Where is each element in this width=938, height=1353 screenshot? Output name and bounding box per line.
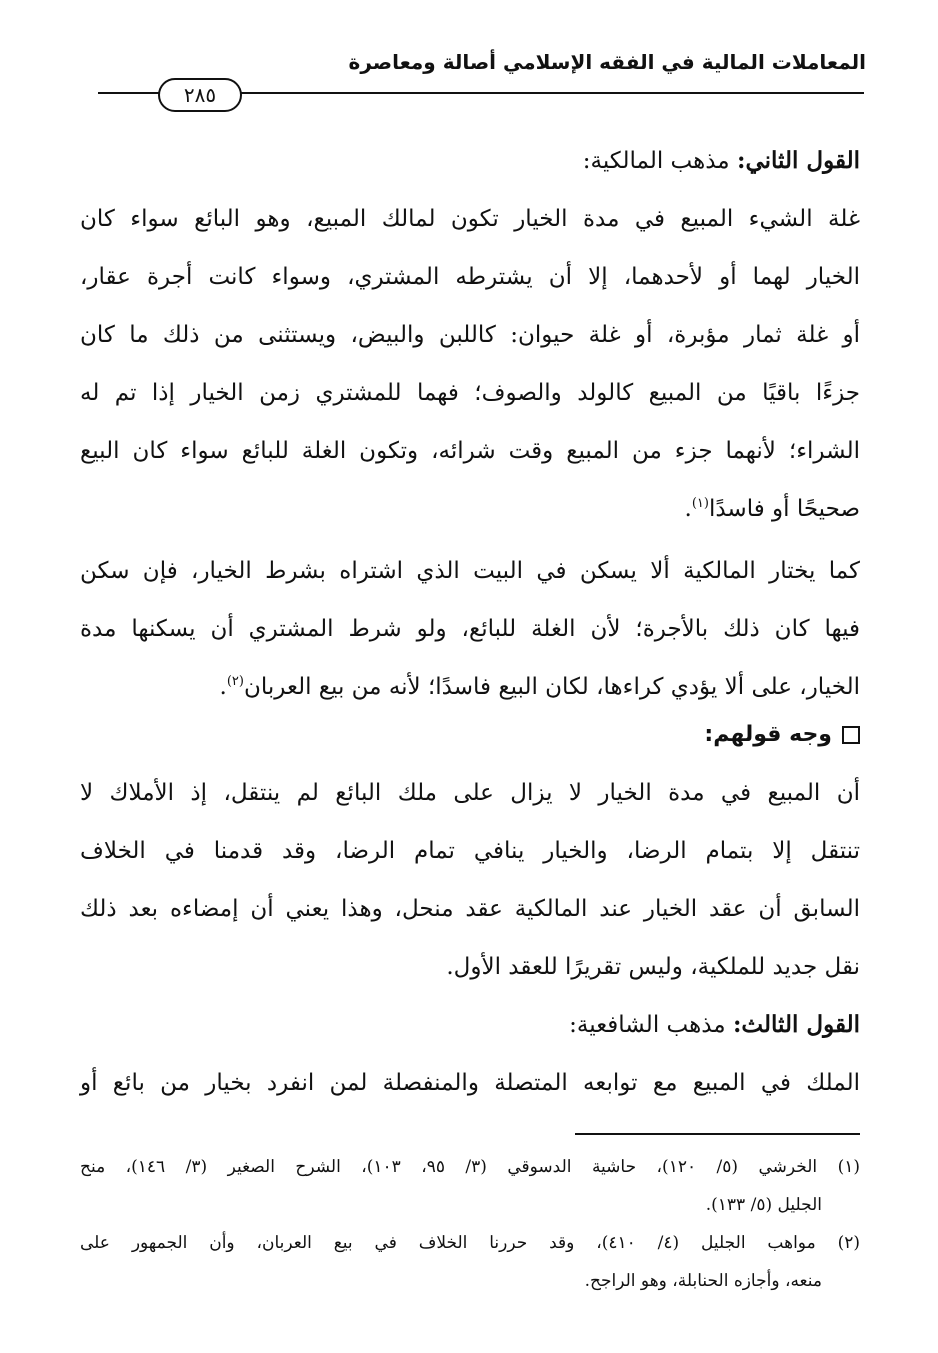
- footnote-2-line: منعه، وأجازه الحنابلة، وهو الراجح.: [584, 1271, 822, 1291]
- paragraph-line: الخيار لهما أو لأحدهما، إلا أن يشترطه المشتري، وسواء كانت أجرة عقار،: [80, 264, 860, 290]
- section-title-text: وجه قولهم:: [704, 722, 832, 747]
- paragraph-line: الملك في المبيع مع توابعه المتصلة والمنفصلة لمن انفرد بخيار من بائع أو: [80, 1070, 860, 1096]
- paragraph-line: أن المبيع في مدة الخيار لا يزال على ملك البائع لم ينتقل، إذ الأملاك لا: [80, 780, 860, 806]
- heading-rest: مذهب المالكية:: [582, 148, 737, 174]
- paragraph-last-line: نقل جديد للملكية، وليس تقريرًا للعقد الأول.: [446, 954, 860, 980]
- running-title: المعاملات المالية في الفقه الإسلامي أصالة ومعاصرة: [348, 50, 866, 74]
- section-heading-shafii: [80, 996, 860, 1054]
- section-reasoning: [80, 706, 860, 996]
- period: .: [684, 496, 692, 522]
- paragraph-text: الخيار، على ألا يؤدي كراءها، لكان البيع فاسدًا؛ لأنه من بيع العربان: [243, 674, 860, 700]
- heading-rest: مذهب الشافعية:: [569, 1012, 733, 1038]
- footnote-2-line: (٢) مواهب الجليل (٤/ ٤١٠)، وقد حررنا الخلاف في بيع العربان، وأن الجمهور على: [80, 1233, 860, 1253]
- paragraph-line: غلة الشيء المبيع في مدة الخيار تكون لمالك المبيع، وهو البائع سواء كان: [80, 206, 860, 232]
- footnote-ref-1[interactable]: (١): [691, 496, 709, 511]
- footnote-separator: [575, 1133, 860, 1135]
- heading-label: القول الثاني:: [736, 147, 860, 174]
- paragraph-line: أو غلة ثمار مؤبرة، أو غلة حيوان: كاللبن والبيض، ويستثنى من ذلك ما كان: [80, 322, 860, 348]
- section-maliki: [80, 132, 860, 716]
- paragraph-line: تنتقل إلا بتمام الرضا، والخيار ينافي تمام الرضا، وقد قدمنا في الخلاف: [80, 838, 860, 864]
- heading-label: القول الثالث:: [732, 1011, 860, 1038]
- footnotes: [80, 1148, 860, 1300]
- section-shafii: [80, 996, 860, 1112]
- paragraph-line: السابق أن عقد الخيار عند المالكية عقد منحل، وهذا يعني أن إمضاءه بعد ذلك: [80, 896, 860, 922]
- footnote-ref-2[interactable]: (٢): [226, 674, 244, 689]
- paragraph-line: كما يختار المالكية ألا يسكن في البيت الذي اشتراه بشرط الخيار، فإن سكن: [80, 558, 860, 584]
- square-bullet-icon: [842, 726, 860, 744]
- period: .: [219, 674, 227, 700]
- section-title-reasoning: [80, 706, 860, 764]
- paragraph-line: جزءًا باقيًا من المبيع كالولد والصوف؛ فهما للمشتري زمن الخيار إذا تم له: [80, 380, 860, 406]
- section-heading-maliki: [80, 132, 860, 190]
- footnote-1-line: (١) الخرشي (٥/ ١٢٠)، حاشية الدسوقي (٣/ ٩٥، ١٠٣)، الشرح الصغير (٣/ ١٤٦)، منح: [80, 1157, 861, 1177]
- paragraph-last-line: [80, 480, 860, 538]
- paragraph-line: الشراء؛ لأنهما جزء من المبيع وقت شرائه، وتكون الغلة للبائع سواء كان البيع: [80, 438, 860, 464]
- paragraph-text: صحيحًا أو فاسدًا: [708, 496, 860, 522]
- page-number: ٢٨٥: [158, 78, 242, 112]
- footnote-1-line: الجليل (٥/ ١٣٣).: [705, 1195, 822, 1215]
- paragraph-line: فيها كان ذلك بالأجرة؛ لأن الغلة للبائع، ولو شرط المشتري أن يسكنها مدة: [80, 616, 860, 642]
